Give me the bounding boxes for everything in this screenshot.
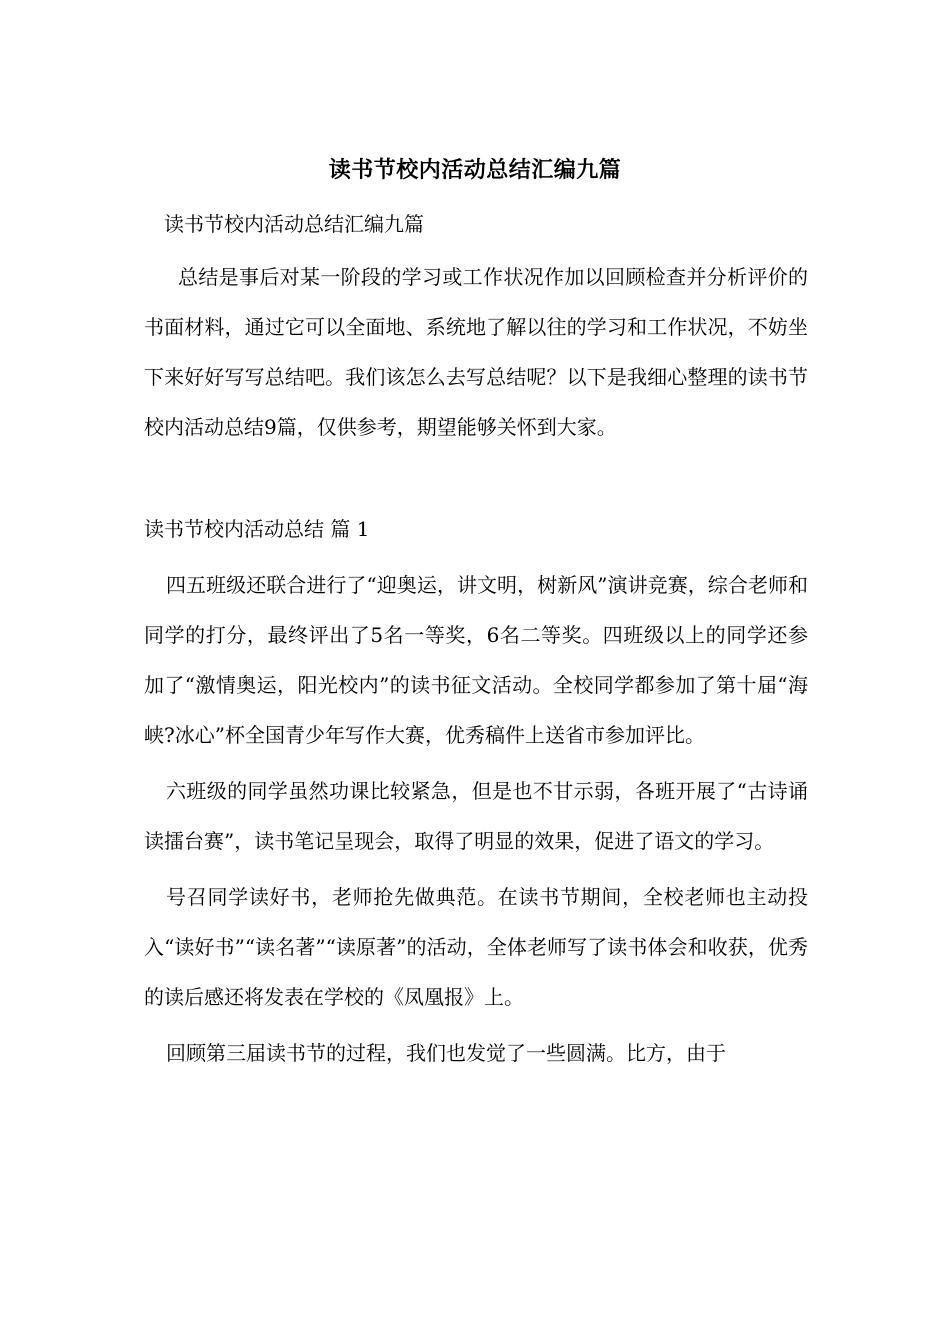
body-paragraph-2: 六班级的同学虽然功课比较紧急，但是也不甘示弱，各班开展了“古诗诵读擂台赛”，读书笔记呈现会，取得了明显的效果，促进了语文的学习。 — [144, 779, 808, 853]
document-subtitle: 读书节校内活动总结汇编九篇 — [164, 212, 424, 236]
body-paragraph-3: 号召同学读好书，老师抢先做典范。在读书节期间，全校老师也主动投入“读好书”“读名著”“读原著”的活动，全体老师写了读书体会和收获，优秀的读后感还将发表在学校的《凤凰报》上。 — [144, 885, 808, 1009]
document-title: 读书节校内活动总结汇编九篇 — [328, 157, 622, 183]
intro-paragraph: 总结是事后对某一阶段的学习或工作状况作加以回顾检查并分析评价的书面材料，通过它可以全面地、系统地了解以往的学习和工作状况，不妨坐下来好好写写总结吧。我们该怎么去写总结呢？以下是我细心整理的读书节校内活动总结9篇，仅供参考，期望能够关怀到大家。 — [144, 265, 808, 439]
document-body — [144, 204, 808, 1078]
body-paragraph-1: 四五班级还联合进行了“迎奥运，讲文明，树新风”演讲竞赛，综合老师和同学的打分，最终评出了5名一等奖，6名二等奖。四班级以上的同学还参加了“激情奥运，阳光校内”的读书征文活动。全校同学都参加了第十届“海峡?冰心”杯全国青少年写作大赛，优秀稿件上送省市参加评比。 — [144, 573, 808, 747]
section-heading: 读书节校内活动总结 篇 1 — [144, 517, 370, 541]
body-paragraph-4: 回顾第三届读书节的过程，我们也发觉了一些圆满。比方，由于 — [166, 1041, 726, 1065]
